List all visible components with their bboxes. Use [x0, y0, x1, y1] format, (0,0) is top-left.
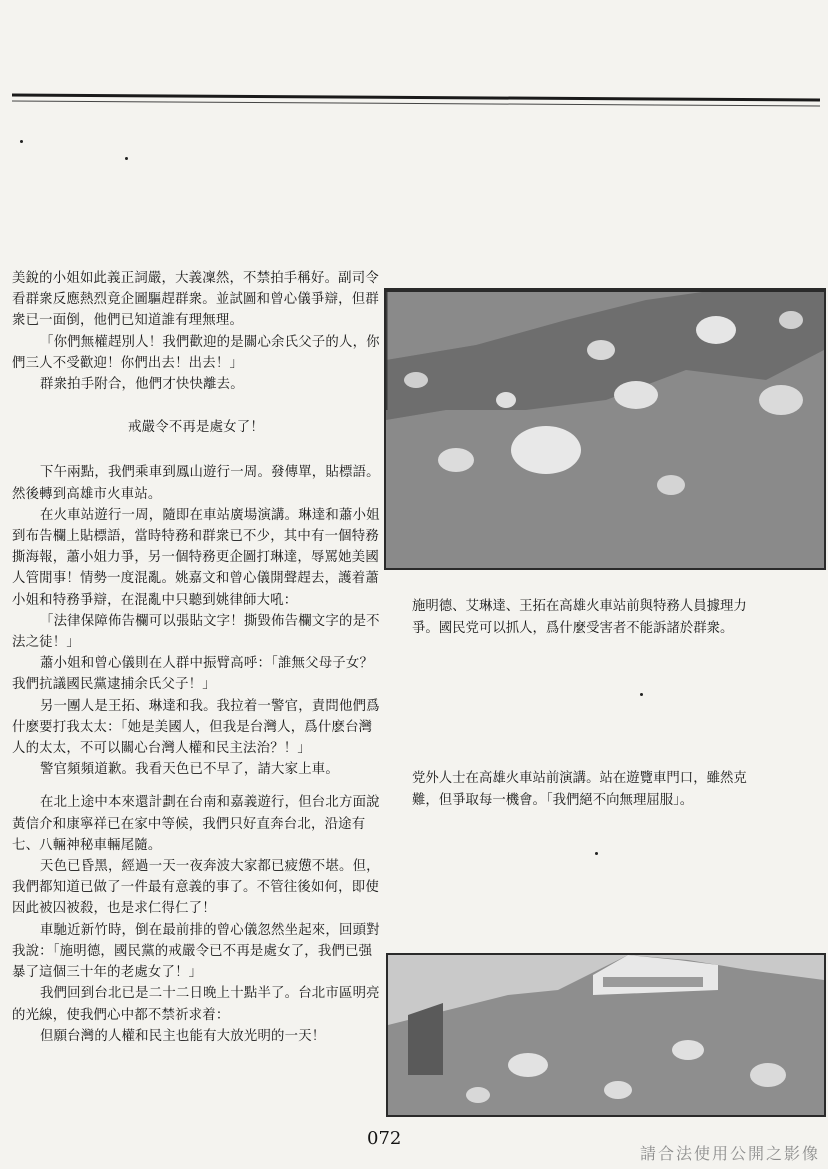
article-left-column — [12, 268, 380, 1047]
top-border-rule — [12, 94, 820, 102]
speech-photo-bottom — [386, 953, 826, 1117]
paragraph: 另一團人是王拓、琳達和我。我拉着一警官，責問他們爲什麽要打我太太：「她是美國人，但我是台灣人，爲什麽台灣人的太太，不可以關心台灣人權和民主法治？！」 — [12, 698, 380, 757]
paragraph: 天色已昏黑，經過一天一夜奔波大家都已疲憊不堪。但，我們都知道已做了一件最有意義的事了。不管往後如何，即使因此被囚被殺，也是求仁得仁了！ — [12, 859, 380, 917]
page-number: 072 — [367, 1128, 402, 1149]
top-border-rule-thin — [12, 101, 820, 107]
paragraph: 「你們無權趕別人！我們歡迎的是關心余氏父子的人，你們三人不受歡迎！你們出去！出去！」 — [12, 334, 380, 371]
paragraph: 「法律保障佈告欄可以張貼文字！撕毀佈告欄文字的是不法之徒！」 — [12, 613, 380, 651]
photo-caption-top: 施明德、艾琳達、王拓在高雄火車站前與特務人員據理力爭。國民党可以抓人，爲什麼受害者不能訴諸於群衆。 — [412, 599, 747, 636]
paragraph: 在北上途中本來還計劃在台南和嘉義遊行，但台北方面說黃信介和康寧祥已在家中等候，我們只好直奔台北，沿途有七、八輛神秘車輛尾隨。 — [12, 795, 380, 853]
paragraph: 在火車站遊行一周，隨即在車站廣場演講。琳達和蕭小姐到布告欄上貼標語，當時特務和群衆已不少，其中有一個特務撕海報，蕭小姐力爭，另一個特務更企圖打琳達，辱罵她美國人管閒事！情勢一度混亂。姚嘉文和曾心儀開聲趕去，護着蕭小姐和特務爭辯，在混亂中只聽到姚律師大吼： — [12, 507, 380, 608]
print-speck — [125, 157, 128, 160]
section-title: 戒嚴令不再是處女了！ — [128, 420, 264, 436]
paragraph: 美銳的小姐如此義正詞嚴，大義凜然，不禁拍手稱好。副司令看群衆反應熱烈竟企圖驅趕群衆。並試圖和曾心儀爭辯，但群衆已一面倒，他們已知道誰有理無理。 — [12, 271, 379, 329]
print-speck — [20, 140, 23, 143]
paragraph: 群衆拍手附合，他們才快快離去。 — [40, 377, 244, 393]
watermark-text: 請合法使用公開之影像 — [639, 1144, 820, 1163]
paragraph: 蕭小姐和曾心儀則在人群中振臂高呼：「誰無父母子女？我們抗議國民黨逮捕余氏父子！」 — [12, 656, 374, 693]
print-speck — [595, 852, 598, 855]
paragraph: 警官頻頻道歉。我看天色已不早了，請大家上車。 — [40, 762, 339, 778]
paragraph: 車馳近新竹時，倒在最前排的曾心儀忽然坐起來，回頭對我說：「施明德，國民黨的戒嚴令已不再是處女了，我們已强暴了這個三十年的老處女了！」 — [12, 922, 380, 981]
paragraph: 但願台灣的人權和民主也能有大放光明的一天！ — [40, 1028, 326, 1044]
crowd-photo-top — [384, 288, 826, 570]
paragraph: 我們回到台北已是二十二日晚上十點半了。台北市區明亮的光線，使我們心中都不禁祈求着： — [12, 986, 380, 1023]
paragraph: 下午兩點，我們乘車到鳳山遊行一周。發傳單，貼標語。然後轉到高雄市火車站。 — [12, 465, 380, 502]
print-speck — [640, 693, 643, 696]
photo-caption-middle: 党外人士在高雄火車站前演講。站在遊覽車門口，雖然克難，但爭取每一機會。「我們絕不向無理屈服」。 — [412, 771, 747, 808]
